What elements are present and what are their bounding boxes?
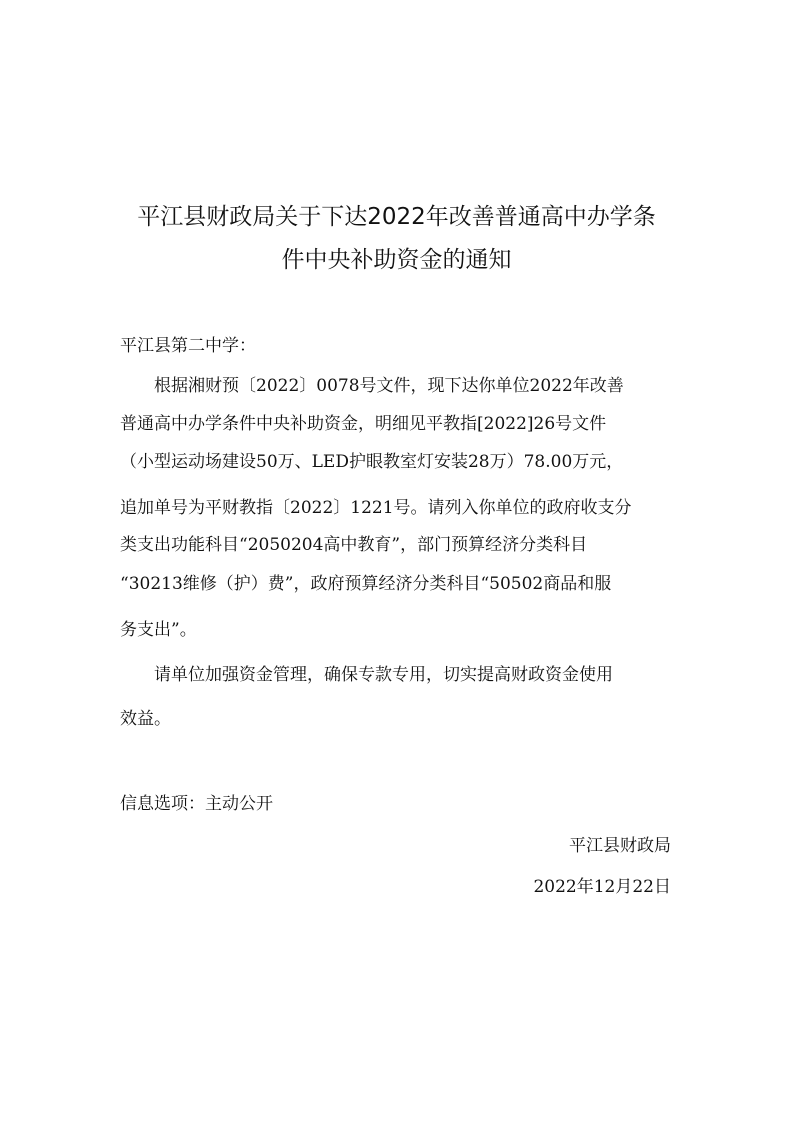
- body-line: 普通高中办学条件中央补助资金，明细见平教指[2022]26号文件: [120, 414, 607, 434]
- body-line: 请单位加强资金管理，确保专款专用，切实提高财政资金使用: [120, 665, 613, 685]
- body-line: 类支出功能科目“2050204高中教育”，部门预算经济分类科目: [120, 535, 588, 555]
- document-title-line-2: 件中央补助资金的通知: [281, 247, 512, 273]
- body-line: 根据湘财预〔2022〕0078号文件，现下达你单位2022年改善: [120, 376, 624, 396]
- salutation: 平江县第二中学：: [120, 336, 256, 356]
- body-line: 追加单号为平财教指〔2022〕1221号。请列入你单位的政府收支分: [120, 498, 632, 518]
- body-line: （小型运动场建设50万、LED护眼教室灯安装28万）78.00万元，: [120, 452, 624, 472]
- body-line: 效益。: [120, 709, 171, 729]
- issue-date: 2022年12月22日: [533, 877, 671, 897]
- body-line: “30213维修（护）费”，政府预算经济分类科目“50502商品和服: [120, 574, 612, 594]
- document-title-line-1: 平江县财政局关于下达2022年改善普通高中办学条: [137, 204, 656, 230]
- body-line: 务支出”。: [120, 620, 197, 640]
- issuer-signature: 平江县财政局: [569, 836, 671, 856]
- info-option: 信息选项：主动公开: [120, 794, 273, 814]
